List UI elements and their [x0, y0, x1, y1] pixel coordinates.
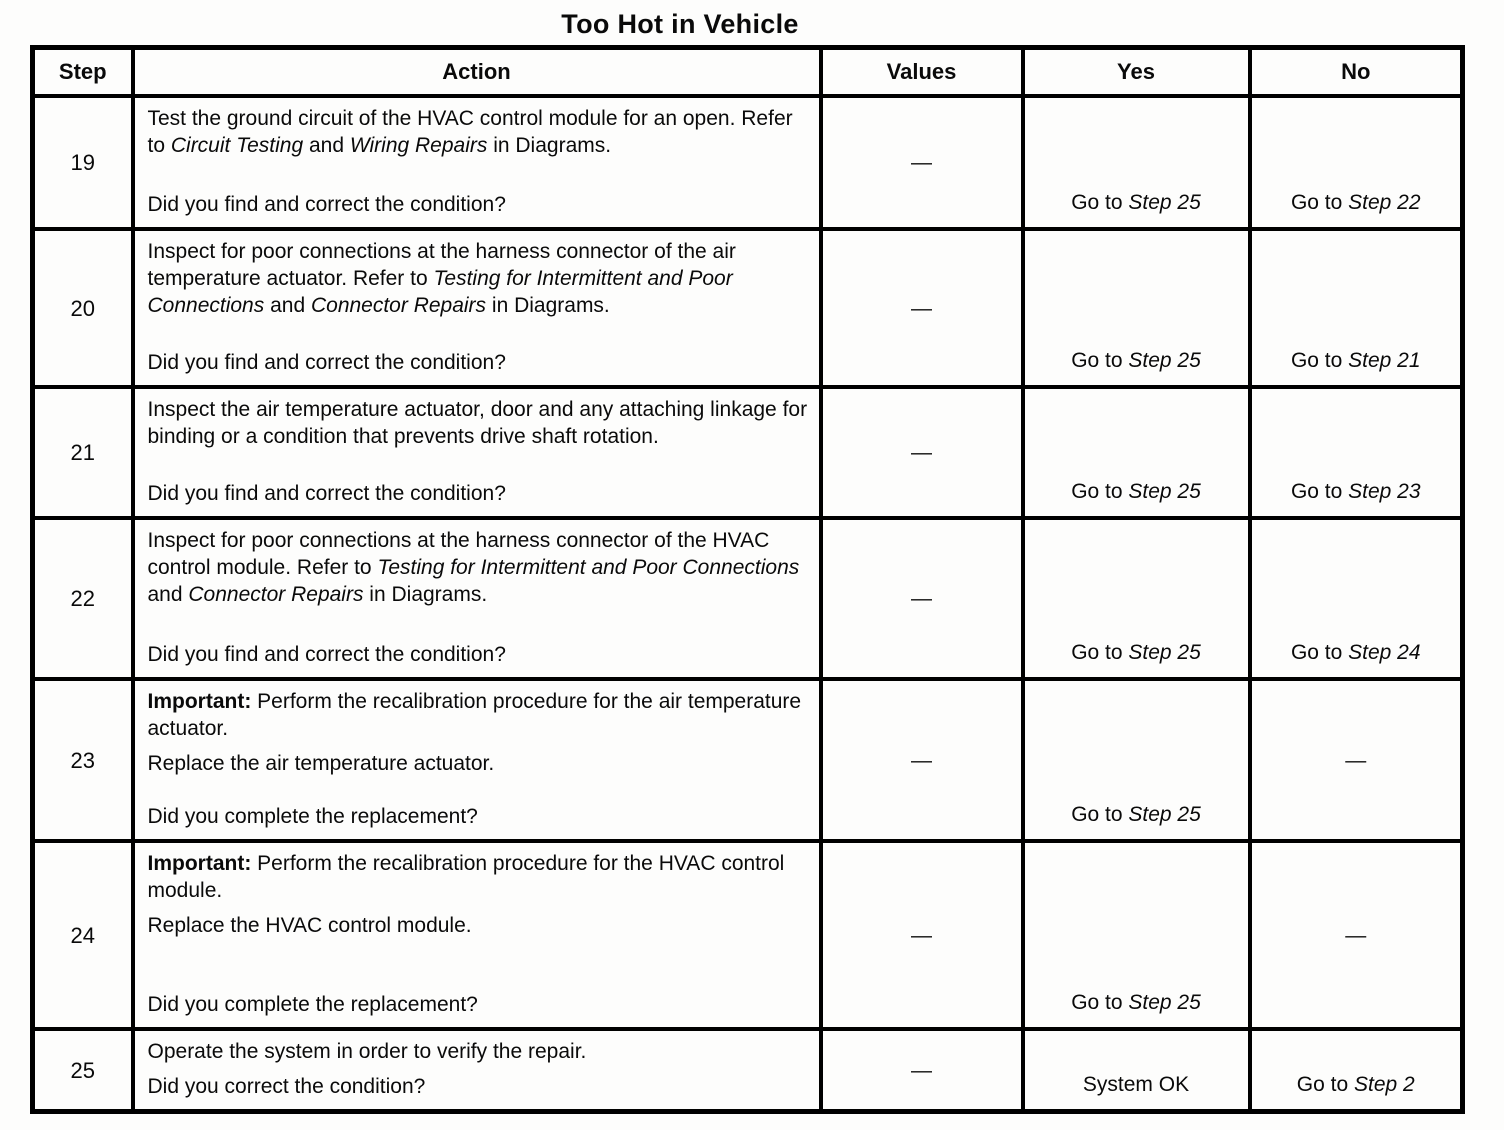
action-paragraph — [148, 105, 809, 159]
text-segment: Go to — [1071, 480, 1129, 503]
text-segment: Step 23 — [1348, 480, 1421, 503]
text-segment: Step 25 — [1128, 991, 1201, 1014]
text-segment: Important: — [147, 690, 252, 713]
table-row — [33, 518, 1463, 679]
text-segment: Operate the system in order to verify the repair. — [147, 1040, 587, 1063]
action-cell — [133, 387, 821, 518]
yes-cell — [1023, 96, 1250, 229]
values-cell: — — [821, 229, 1023, 387]
no-cell — [1250, 229, 1463, 387]
action-cell — [133, 518, 821, 679]
yes-cell — [1023, 387, 1250, 518]
values-cell: — — [821, 679, 1023, 841]
text-segment: Step 2 — [1353, 1073, 1415, 1096]
yes-cell — [1023, 229, 1250, 387]
table-row — [33, 841, 1463, 1029]
step-cell: 19 — [33, 96, 133, 229]
text-segment: Replace the air temperature actuator. — [147, 752, 495, 775]
question-line: Did you correct the condition? — [147, 1075, 426, 1098]
header-step: Step — [33, 48, 133, 97]
text-segment: and — [264, 294, 311, 317]
question-line: Did you find and correct the condition? — [147, 643, 506, 666]
no-cell — [1250, 841, 1463, 1029]
action-paragraph — [148, 750, 809, 777]
no-cell — [1250, 96, 1463, 229]
header-yes: Yes — [1023, 48, 1250, 97]
values-cell: — — [821, 841, 1023, 1029]
action-paragraph — [148, 1038, 809, 1065]
text-segment: Go to — [1071, 641, 1129, 664]
text-segment: in Diagrams. — [363, 583, 488, 606]
text-segment: Go to — [1290, 349, 1349, 372]
action-cell — [133, 1029, 821, 1112]
step-cell: 23 — [33, 679, 133, 841]
table-row — [33, 96, 1463, 229]
values-cell: — — [821, 518, 1023, 679]
yes-cell — [1023, 518, 1250, 679]
text-segment: Go to — [1071, 191, 1129, 214]
yes-cell — [1023, 1029, 1250, 1112]
text-segment: Go to — [1290, 191, 1349, 214]
text-segment: Replace the HVAC control module. — [147, 914, 472, 937]
table-row — [33, 1029, 1463, 1112]
text-segment: — — [1345, 748, 1367, 772]
text-segment: Go to — [1290, 641, 1349, 664]
action-paragraph — [148, 688, 809, 742]
table-row — [33, 229, 1463, 387]
text-segment: Go to — [1296, 1073, 1354, 1096]
header-values: Values — [821, 48, 1023, 97]
text-segment: Step 21 — [1348, 349, 1421, 372]
no-cell — [1250, 679, 1463, 841]
page-title: Too Hot in Vehicle — [561, 9, 799, 39]
text-segment: System OK — [1082, 1073, 1190, 1096]
action-paragraph — [148, 912, 809, 939]
text-segment: and — [303, 134, 350, 157]
action-cell — [133, 229, 821, 387]
text-segment: in Diagrams. — [486, 294, 610, 317]
text-segment: Inspect for poor connections at the harness connector of the air temperature actuator. Refer to — [147, 240, 736, 290]
text-segment: Go to — [1071, 349, 1129, 372]
text-segment: Connector Repairs — [188, 583, 364, 606]
action-paragraph — [148, 238, 809, 319]
text-segment: Perform the recalibration procedure for the air temperature actuator. — [147, 690, 802, 740]
text-segment: Step 25 — [1128, 641, 1201, 664]
step-cell: 20 — [33, 229, 133, 387]
no-cell — [1250, 518, 1463, 679]
header-action: Action — [133, 48, 821, 97]
action-cell — [133, 679, 821, 841]
values-cell: — — [821, 1029, 1023, 1112]
table-row — [33, 387, 1463, 518]
text-segment: Inspect the air temperature actuator, door and any attaching linkage for binding or a condition that prevents drive shaft rotation. — [147, 398, 808, 448]
text-segment: Step 25 — [1128, 480, 1201, 503]
text-segment: Inspect for poor connections at the harness connector of the HVAC control module. Refer to — [147, 529, 770, 579]
no-cell — [1250, 1029, 1463, 1112]
text-segment: and — [147, 583, 189, 606]
text-segment: — — [1345, 923, 1367, 947]
text-segment: Testing for Intermittent and Poor Connections — [147, 267, 733, 317]
text-segment: Testing for Intermittent and Poor Connections — [377, 556, 800, 579]
question-line: Did you complete the replacement? — [147, 993, 478, 1016]
action-paragraph — [148, 850, 809, 904]
text-segment: Perform the recalibration procedure for the HVAC control module. — [147, 852, 785, 902]
step-cell: 22 — [33, 518, 133, 679]
table-header-row — [33, 48, 1463, 97]
yes-cell — [1023, 841, 1250, 1029]
question-line: Did you find and correct the condition? — [147, 351, 506, 374]
text-segment: Step 24 — [1348, 641, 1421, 664]
text-segment: Go to — [1290, 480, 1349, 503]
text-segment: Important: — [147, 852, 252, 875]
text-segment: Test the ground circuit of the HVAC control module for an open. Refer to — [147, 107, 793, 157]
text-segment: Connector Repairs — [310, 294, 487, 317]
step-cell: 25 — [33, 1029, 133, 1112]
step-cell: 24 — [33, 841, 133, 1029]
values-cell: — — [821, 387, 1023, 518]
diagnostic-table — [30, 45, 1465, 1114]
action-paragraph — [148, 527, 809, 608]
text-segment: Go to — [1071, 803, 1129, 826]
values-cell: — — [821, 96, 1023, 229]
question-line: Did you find and correct the condition? — [147, 193, 506, 216]
text-segment: Step 25 — [1128, 349, 1201, 372]
no-cell — [1250, 387, 1463, 518]
step-cell: 21 — [33, 387, 133, 518]
text-segment: Wiring Repairs — [349, 134, 488, 157]
question-line: Did you complete the replacement? — [147, 805, 478, 828]
text-segment: Go to — [1071, 991, 1129, 1014]
question-line: Did you find and correct the condition? — [147, 482, 506, 505]
text-segment: Step 25 — [1128, 191, 1201, 214]
action-cell — [133, 96, 821, 229]
text-segment: Circuit Testing — [170, 134, 304, 157]
action-paragraph — [148, 396, 809, 450]
table-row — [33, 679, 1463, 841]
header-no: No — [1250, 48, 1463, 97]
yes-cell — [1023, 679, 1250, 841]
text-segment: in Diagrams. — [487, 134, 612, 157]
action-cell — [133, 841, 821, 1029]
text-segment: Step 22 — [1348, 191, 1421, 214]
text-segment: Step 25 — [1128, 803, 1201, 826]
